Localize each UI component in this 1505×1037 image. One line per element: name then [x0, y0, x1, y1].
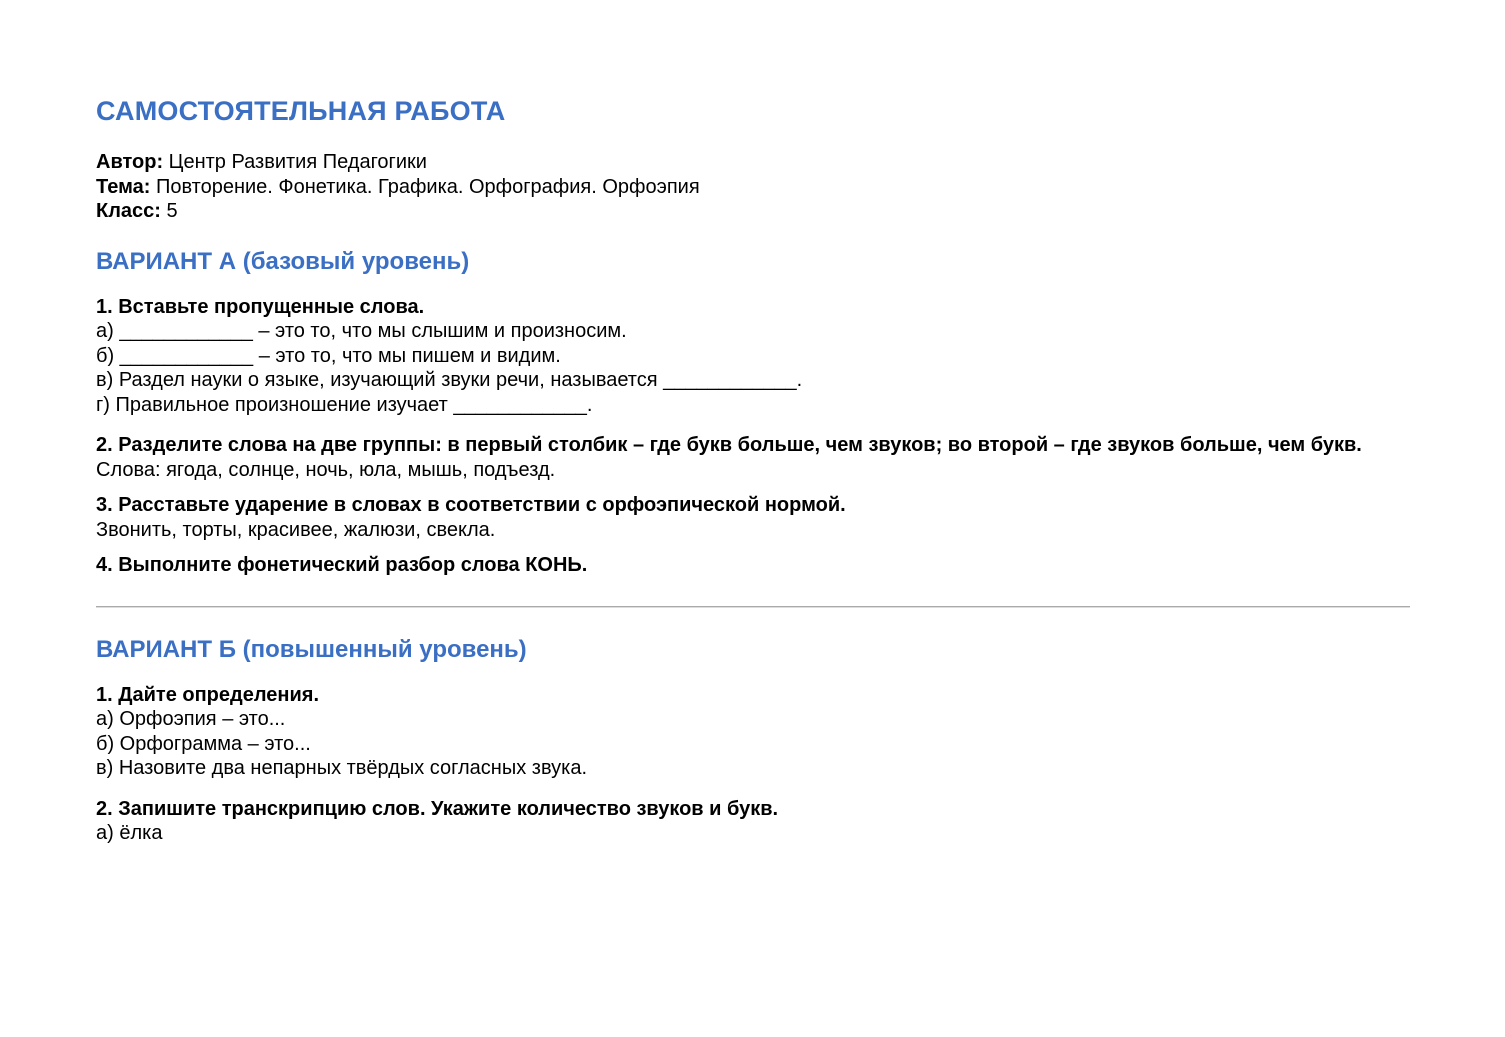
variant-a-task-4 — [96, 553, 1409, 578]
topic-label: Тема: — [96, 175, 151, 198]
variant-b-title: ВАРИАНТ Б (повышенный уровень) — [96, 635, 527, 663]
author-line — [96, 150, 1409, 175]
variant-b-task-2 — [96, 797, 1409, 846]
task-line: в) Назовите два непарных твёрдых согласных звука. — [96, 757, 588, 779]
task-question: 1. Вставьте пропущенные слова. — [96, 295, 425, 318]
task-line: Звонить, торты, красивее, жалюзи, свекла. — [96, 518, 496, 541]
topic-line — [96, 175, 1409, 200]
grade-label: Класс: — [96, 200, 161, 222]
task-line: а) ёлка — [96, 822, 163, 844]
task-line: а) Орфоэпия – это... — [96, 708, 286, 730]
variant-b-task-1 — [96, 683, 1409, 781]
grade-line — [96, 199, 1409, 224]
topic-value: Повторение. Фонетика. Графика. Орфография. Орфоэпия — [150, 175, 700, 198]
document-meta — [96, 150, 1409, 224]
variant-a-task-3 — [96, 493, 1409, 542]
task-line: г) Правильное произношение изучает ____________. — [96, 393, 593, 416]
task-line: в) Раздел науки о языке, изучающий звуки речи, называется ____________. — [96, 369, 803, 391]
variant-a-task-1 — [96, 295, 1409, 418]
author-label: Автор: — [96, 151, 164, 173]
document-title: САМОСТОЯТЕЛЬНАЯ РАБОТА — [96, 96, 506, 126]
grade-value: 5 — [160, 200, 178, 222]
task-question: 3. Расставьте ударение в словах в соответствии с орфоэпической нормой. — [96, 494, 846, 516]
task-question: 4. Выполните фонетический разбор слова КОНЬ. — [96, 554, 588, 576]
task-line: б) ____________ – это то, что мы пишем и видим. — [96, 344, 561, 367]
author-value: Центр Развития Педагогики — [163, 151, 427, 173]
task-line: б) Орфограмма – это... — [96, 732, 311, 755]
task-question: 2. Запишите транскрипцию слов. Укажите количество звуков и букв. — [96, 797, 779, 820]
section-divider — [96, 606, 1410, 608]
task-question: 1. Дайте определения. — [96, 683, 319, 706]
variant-a-task-2 — [96, 433, 1409, 482]
task-line: а) ____________ – это то, что мы слышим и произносим. — [96, 320, 627, 342]
task-line: Слова: ягода, солнце, ночь, юла, мышь, подъезд. — [96, 458, 556, 481]
variant-a-title: ВАРИАНТ А (базовый уровень) — [96, 247, 470, 275]
task-question: 2. Разделите слова на две группы: в первый столбик – где букв больше, чем звуков; во второй – где звуков больше, чем букв. — [96, 434, 1362, 456]
